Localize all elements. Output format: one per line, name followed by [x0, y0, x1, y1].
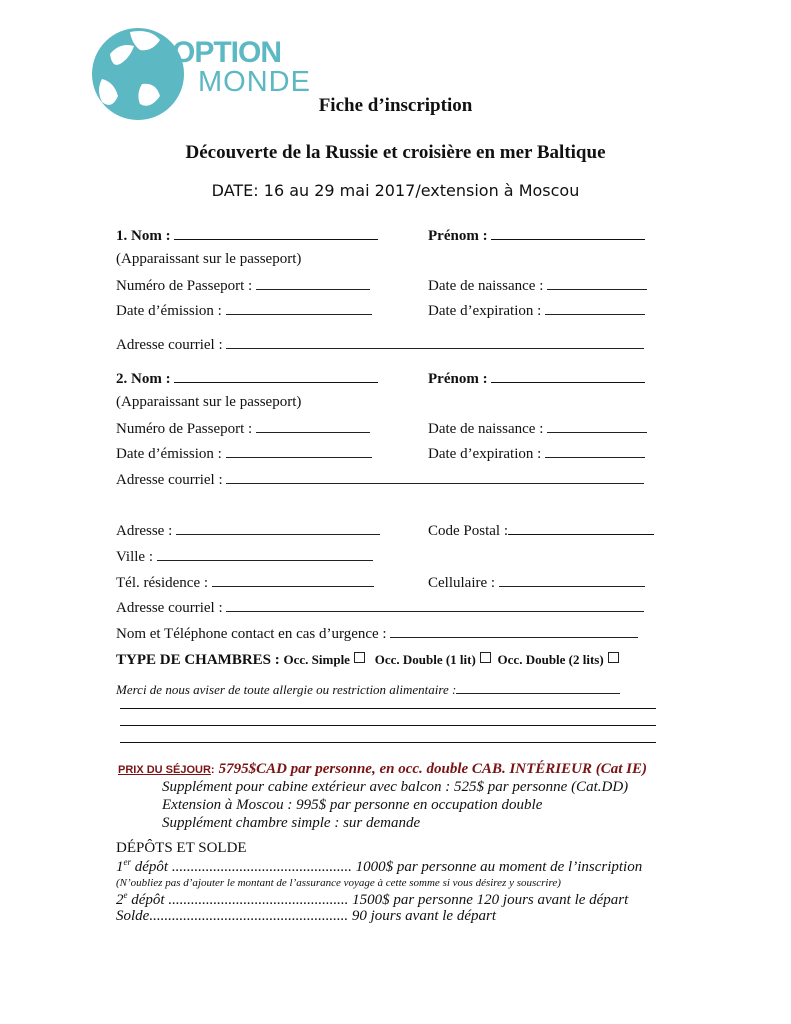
- p2-passport: Numéro de Passeport :: [116, 419, 370, 438]
- p1-prenom-label: Prénom :: [428, 226, 645, 245]
- trip-date: DATE: 16 au 29 mai 2017/extension à Moscou: [211, 181, 580, 200]
- p2-email: Adresse courriel :: [116, 470, 644, 489]
- p2-passport-field[interactable]: [256, 419, 370, 433]
- home-phone-field[interactable]: [212, 573, 374, 587]
- p1-birth: Date de naissance :: [428, 276, 647, 295]
- p2-note: (Apparaissant sur le passeport): [116, 394, 302, 410]
- p1-prenom-field[interactable]: [491, 226, 645, 240]
- p1-expiry-field[interactable]: [545, 301, 645, 315]
- p2-prenom-field[interactable]: [491, 369, 645, 383]
- p1-issue-field[interactable]: [226, 301, 372, 315]
- allergy-note: Merci de nous aviser de toute allergie ou restriction alimentaire :: [116, 680, 620, 698]
- price-label: PRIX DU SÉJOUR: [118, 764, 211, 776]
- address-field[interactable]: [176, 521, 380, 535]
- p1-birth-field[interactable]: [547, 276, 647, 290]
- contact-email-field[interactable]: [226, 598, 644, 612]
- emergency-contact-field[interactable]: [390, 624, 638, 638]
- cell-phone: Cellulaire :: [428, 573, 645, 592]
- deposits-title: DÉPÔTS ET SOLDE: [116, 840, 247, 856]
- trip-title: Découverte de la Russie et croisière en mer Baltique: [185, 142, 606, 163]
- p2-email-field[interactable]: [226, 470, 644, 484]
- address: Adresse :: [116, 521, 380, 540]
- p2-prenom-label: Prénom :: [428, 369, 645, 388]
- deposit-1: 1er dépôt ................................................ 1000$ par personne au moment de l’inscription: [116, 857, 643, 875]
- p1-issue: Date d’émission :: [116, 301, 372, 320]
- allergy-line-3[interactable]: [120, 742, 656, 743]
- p1-email: Adresse courriel :: [116, 335, 644, 354]
- price-main: 5795$CAD par personne, en occ. double CAB. INTÉRIEUR (Cat IE): [218, 761, 647, 777]
- p1-note: (Apparaissant sur le passeport): [116, 251, 302, 267]
- allergy-field[interactable]: [456, 680, 620, 694]
- balance: Solde..................................................... 90 jours avant le départ: [116, 908, 496, 924]
- home-phone: Tél. résidence :: [116, 573, 374, 592]
- postal-code-field[interactable]: [508, 521, 654, 535]
- p1-passport: Numéro de Passeport :: [116, 276, 370, 295]
- deposit-2: 2e dépôt ................................................ 1500$ par personne 120 jours avant le départ: [116, 890, 629, 908]
- logo-option: OPTION: [172, 36, 282, 69]
- room-double1-checkbox[interactable]: [480, 652, 491, 663]
- p2-birth-field[interactable]: [547, 419, 647, 433]
- allergy-line-1[interactable]: [120, 708, 656, 709]
- emergency-contact: Nom et Téléphone contact en cas d’urgence :: [116, 624, 638, 643]
- room-single-checkbox[interactable]: [354, 652, 365, 663]
- p2-nom-field[interactable]: [174, 369, 378, 383]
- contact-email: Adresse courriel :: [116, 598, 644, 617]
- deposit-1-note: (N’oubliez pas d’ajouter le montant de l’assurance voyage à cette somme si vous désirez y souscrire): [116, 877, 561, 889]
- p2-nom-label: 2. Nom :: [116, 369, 378, 388]
- p1-expiry: Date d’expiration :: [428, 301, 645, 320]
- postal-code: Code Postal :: [428, 521, 654, 540]
- p2-expiry: Date d’expiration :: [428, 444, 645, 463]
- p1-nom-field[interactable]: [174, 226, 378, 240]
- city-field[interactable]: [157, 547, 373, 561]
- price-line-1: Supplément pour cabine extérieur avec balcon : 525$ par personne (Cat.DD): [162, 779, 629, 795]
- p2-issue: Date d’émission :: [116, 444, 372, 463]
- room-double2-label: Occ. Double (2 lits): [497, 652, 604, 667]
- room-double2-checkbox[interactable]: [608, 652, 619, 663]
- room-types: TYPE DE CHAMBRES : Occ. Simple Occ. Double (1 lit) Occ. Double (2 lits): [116, 652, 619, 669]
- room-double1-label: Occ. Double (1 lit): [374, 652, 476, 667]
- city: Ville :: [116, 547, 373, 566]
- allergy-line-2[interactable]: [120, 725, 656, 726]
- page-title: Fiche d’inscription: [318, 95, 473, 116]
- price-line-3: Supplément chambre simple : sur demande: [162, 815, 421, 831]
- p1-passport-field[interactable]: [256, 276, 370, 290]
- price-section: PRIX DU SÉJOUR: 5795$CAD par personne, en occ. double CAB. INTÉRIEUR (Cat IE): [118, 761, 647, 777]
- p2-expiry-field[interactable]: [545, 444, 645, 458]
- p2-birth: Date de naissance :: [428, 419, 647, 438]
- logo-monde: MONDE: [198, 66, 311, 98]
- p1-nom-label: 1. Nom :: [116, 226, 378, 245]
- room-single-label: Occ. Simple: [283, 652, 350, 667]
- price-line-2: Extension à Moscou : 995$ par personne en occupation double: [162, 797, 543, 813]
- p1-email-field[interactable]: [226, 335, 644, 349]
- p2-issue-field[interactable]: [226, 444, 372, 458]
- cell-phone-field[interactable]: [499, 573, 645, 587]
